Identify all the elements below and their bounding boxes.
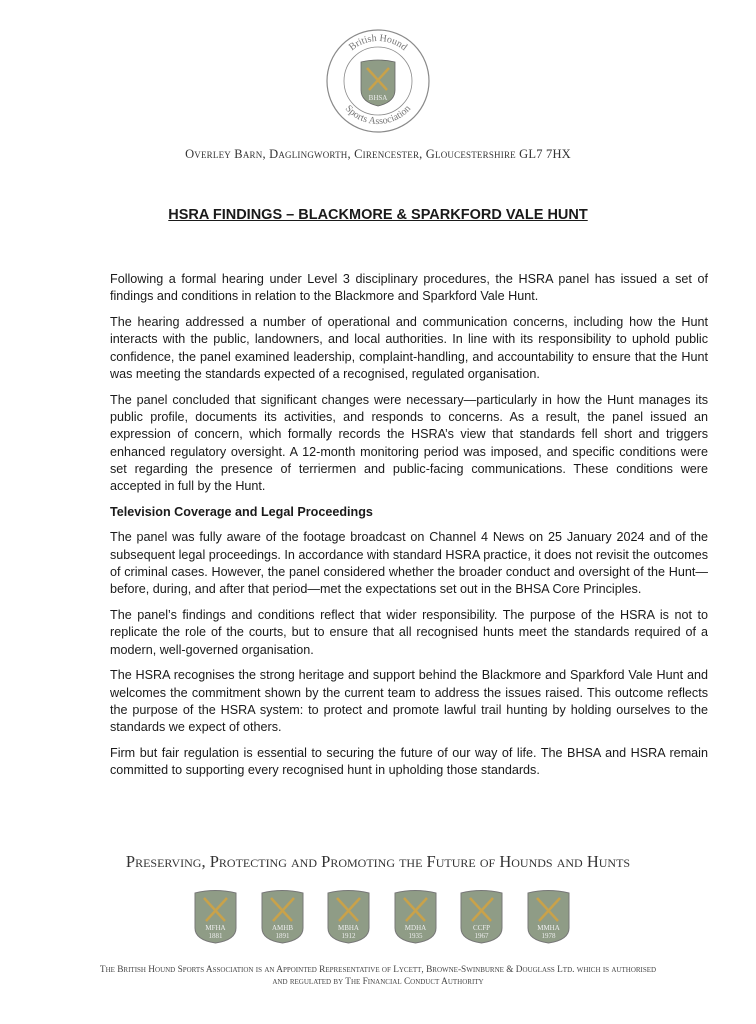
svg-text:1935: 1935 bbox=[408, 932, 423, 940]
paragraph: The panel’s findings and conditions reflect that wider responsibility. The purpose of the HSRA is not to replicate the role of the courts, but to ensure that all recognised hunts meet the standards required of a modern, well-governed organisation. bbox=[110, 608, 708, 657]
badge-mbha bbox=[325, 888, 372, 944]
badge-mdha bbox=[392, 888, 439, 944]
page-title: HSRA FINDINGS – BLACKMORE & SPARKFORD VALE HUNT bbox=[168, 207, 588, 223]
svg-text:Sports Association: Sports Association bbox=[342, 103, 414, 128]
legal-footer bbox=[0, 964, 756, 988]
paragraph: Firm but fair regulation is essential to securing the future of our way of life. The BHSA and HSRA remain committed to supporting every recognised hunt in upholding those standards. bbox=[110, 746, 708, 778]
svg-text:1978: 1978 bbox=[541, 932, 556, 940]
svg-text:MFHA: MFHA bbox=[205, 924, 226, 932]
paragraph: The hearing addressed a number of operational and communication concerns, including how the Hunt interacts with the public, landowners, and local authorities. In line with its responsibility to uphold public confidence, the panel examined leadership, complaint-handling, and accountability to ensure that the Hunt was meeting the standards expected of a recognised, regulated organisation. bbox=[110, 315, 708, 381]
svg-text:MBHA: MBHA bbox=[338, 924, 360, 932]
bhsa-logo bbox=[325, 28, 431, 134]
svg-text:MMHA: MMHA bbox=[537, 924, 560, 932]
svg-text:AMHB: AMHB bbox=[271, 924, 293, 932]
legal-line: and regulated by The Financial Conduct Authority bbox=[272, 977, 484, 987]
paragraph: The HSRA recognises the strong heritage and support behind the Blackmore and Sparkford Vale Hunt and welcomes the commitment shown by the current team to address the issues raised. This outcome reflects the purpose of the HSRA system: to protect and promote lawful trail hunting by holding ourselves to the standards we expect of others. bbox=[110, 668, 708, 735]
address: Overley Barn, Daglingworth, Cirencester, Gloucestershire GL7 7HX bbox=[185, 147, 571, 161]
badge-mfha bbox=[192, 888, 239, 944]
paragraph: The panel was fully aware of the footage broadcast on Channel 4 News on 25 January 2024 and of the subsequent legal proceedings. In accordance with standard HSRA practice, it does not revisit the outcomes of criminal cases. However, the panel considered whether the broader conduct and oversight of the Hunt—before, during, and after that period—met the expectations set out in the BHSA Core Principles. bbox=[110, 530, 708, 597]
badge-ccfp bbox=[458, 888, 505, 944]
document-body bbox=[110, 271, 708, 788]
legal-line: The British Hound Sports Association is an Appointed Representative of Lycett, Browne-Swinburne & Douglass Ltd. which is authorised bbox=[99, 965, 657, 975]
svg-text:1912: 1912 bbox=[341, 932, 356, 940]
section-heading: Television Coverage and Legal Proceedings bbox=[110, 505, 373, 520]
motto: Preserving, Protecting and Promoting the Future of Hounds and Hunts bbox=[125, 852, 631, 871]
svg-text:1881: 1881 bbox=[208, 932, 223, 940]
badge-amhb bbox=[259, 888, 306, 944]
paragraph: Following a formal hearing under Level 3 disciplinary procedures, the HSRA panel has issued a set of findings and conditions in relation to the Blackmore and Sparkford Vale Hunt. bbox=[110, 272, 708, 304]
svg-text:MDHA: MDHA bbox=[404, 924, 426, 932]
svg-text:1967: 1967 bbox=[474, 932, 489, 940]
svg-text:CCFP: CCFP bbox=[473, 924, 491, 932]
svg-text:British Hound: British Hound bbox=[347, 32, 410, 54]
affiliate-badges bbox=[192, 888, 572, 944]
svg-text:BHSA: BHSA bbox=[368, 94, 388, 102]
svg-text:1891: 1891 bbox=[275, 932, 290, 940]
paragraph: The panel concluded that significant changes were necessary—particularly in how the Hunt manages its public profile, documents its activities, and responds to concerns. As a result, the panel issued an expression of concern, which formally records the HSRA’s view that standards fell short and triggers enhanced regulatory oversight. A 12-month monitoring period was imposed, and specific conditions were set regarding the presence of terriermen and public-facing communications. These conditions were accepted in full by the Hunt. bbox=[110, 392, 708, 494]
badge-mmha bbox=[525, 888, 572, 944]
